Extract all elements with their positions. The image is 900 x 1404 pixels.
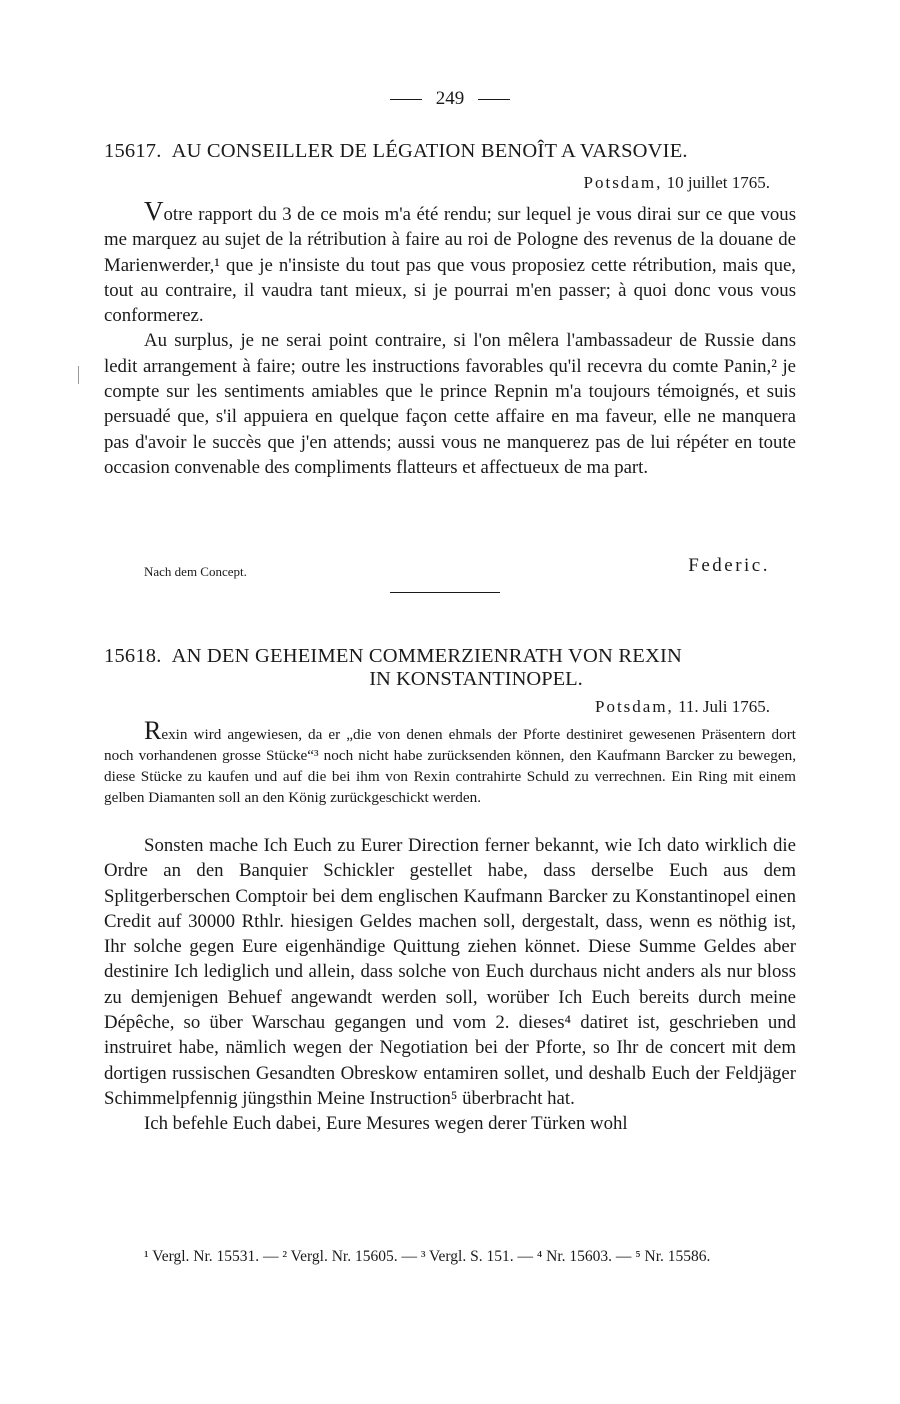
section-rule [390,592,500,593]
source-note: Nach dem Concept. [144,564,247,579]
letter-heading-15618 [104,645,796,668]
date: 11. Juli 1765. [678,697,770,716]
date: 10 juillet 1765. [666,173,770,192]
place: Potsdam, [583,173,663,192]
paragraph: Votre rapport du 3 de ce mois m'a été rendu; sur lequel je vous dirai sur ce que vous me marquez au sujet de la rétribution à faire au roi de Pologne des revenus de la douane de Marienwerder,¹ que je n'insiste du tout pas que vous proposiez cette rétribution, mais que, tout au contraire, il vaudra tant mieux, si je pourrai m'en passer; à quoi donc vous vous conformerez. [104,196,796,327]
letter-number: 15617. [104,140,162,162]
letter-title: AU CONSEILLER DE LÉGATION BENOÎT A VARSOVIE. [171,140,688,162]
letter-body-15618 [104,833,796,1137]
footnotes [104,1247,796,1267]
initial-letter: V [144,196,164,226]
dateline-15617 [584,173,770,193]
initial-letter: R [144,716,162,745]
left-dash [390,99,422,100]
dateline-15618 [595,697,770,717]
letter-body-15617 [104,198,796,480]
paragraph: Ich befehle Euch dabei, Eure Mesures wegen derer Türken wohl [144,1113,628,1135]
summary-paragraph: Rexin wird angewiesen, da er „die von denen ehmals der Pforte destiniret gewesenen Präsentern dort noch vorhandenen grosse Stücke“³ noch nicht habe zurücksenden können, den Kaufmann Barcker zu bewegen, diese Stücke zu kaufen und auf die bei ihm von Rexin contrahirte Schuld zu verrechnen. Ein Ring mit einem gelben Diamanten soll an den König zurückgeschickt werden. [104,716,796,806]
page-number: 249 [104,88,796,110]
footnote-text: ¹ Vergl. Nr. 15531. — ² Vergl. Nr. 15605. — ³ Vergl. S. 151. — ⁴ Nr. 15603. — ⁵ Nr. 15586. [144,1248,711,1265]
letter-number: 15618. [104,645,162,667]
letter-summary-15618 [104,718,796,808]
letter-title-line-2: IN KONSTANTINOPEL. [369,668,583,690]
right-dash [478,99,510,100]
paragraph: Sonsten mache Ich Euch zu Eurer Direction ferner bekannt, wie Ich dato wirklich die Ordre an den Banquier Schickler gestellet habe, dass derselbe Euch aus dem Splitgerberschen Comptoir bei dem englischen Kaufmann Barcker zu Konstantinopel einen Credit auf 30000 Rthlr. hiesigen Geldes machen soll, dergestalt, dass, wenn es nöthig ist, Ihr solche gegen Eure eigenhändige Quittung ziehen könnet. Diese Summe Geldes aber destinire Ich lediglich und allein, dass solche von Euch durchaus nicht anders als nur bloss zu demjenigen Behuef angewandt werden soll, worüber Ich Euch bereits durch meine Dépêche, so über Warschau gegangen und vom 2. dieses⁴ datiret ist, geschrieben und instruiret habe, nämlich wegen der Negotiation bei der Pforte, so Ihr de concert mit dem dortigen russischen Gesandten Obreskow entamiren sollet, und deshalb Euch der Feldjäger Schimmelpfennig jüngsthin Meine Instruction⁵ überbracht hat. [104,835,796,1109]
letter-heading-15617 [104,140,796,163]
signature: Federic. [688,555,770,576]
place: Potsdam, [595,697,674,716]
margin-mark [78,366,79,384]
letter-title: AN DEN GEHEIMEN COMMERZIENRATH VON REXIN [171,645,682,667]
paragraph: Au surplus, je ne serai point contraire, si l'on mêlera l'ambassadeur de Russie dans ledit arrangement à faire; outre les instructions favorables qu'il recevra du comte Panin,² je compte sur les sentiments amiables que le prince Repnin m'a toujours témoignés, et suis persuadé que, s'il appuiera en quelque façon cette affaire en ma faveur, elle ne manquera pas d'avoir le succès que j'en attends; aussi vous ne manquerez pas de lui répéter en toute occasion convenable des compliments flatteurs et affectueux de ma part. [104,330,796,478]
